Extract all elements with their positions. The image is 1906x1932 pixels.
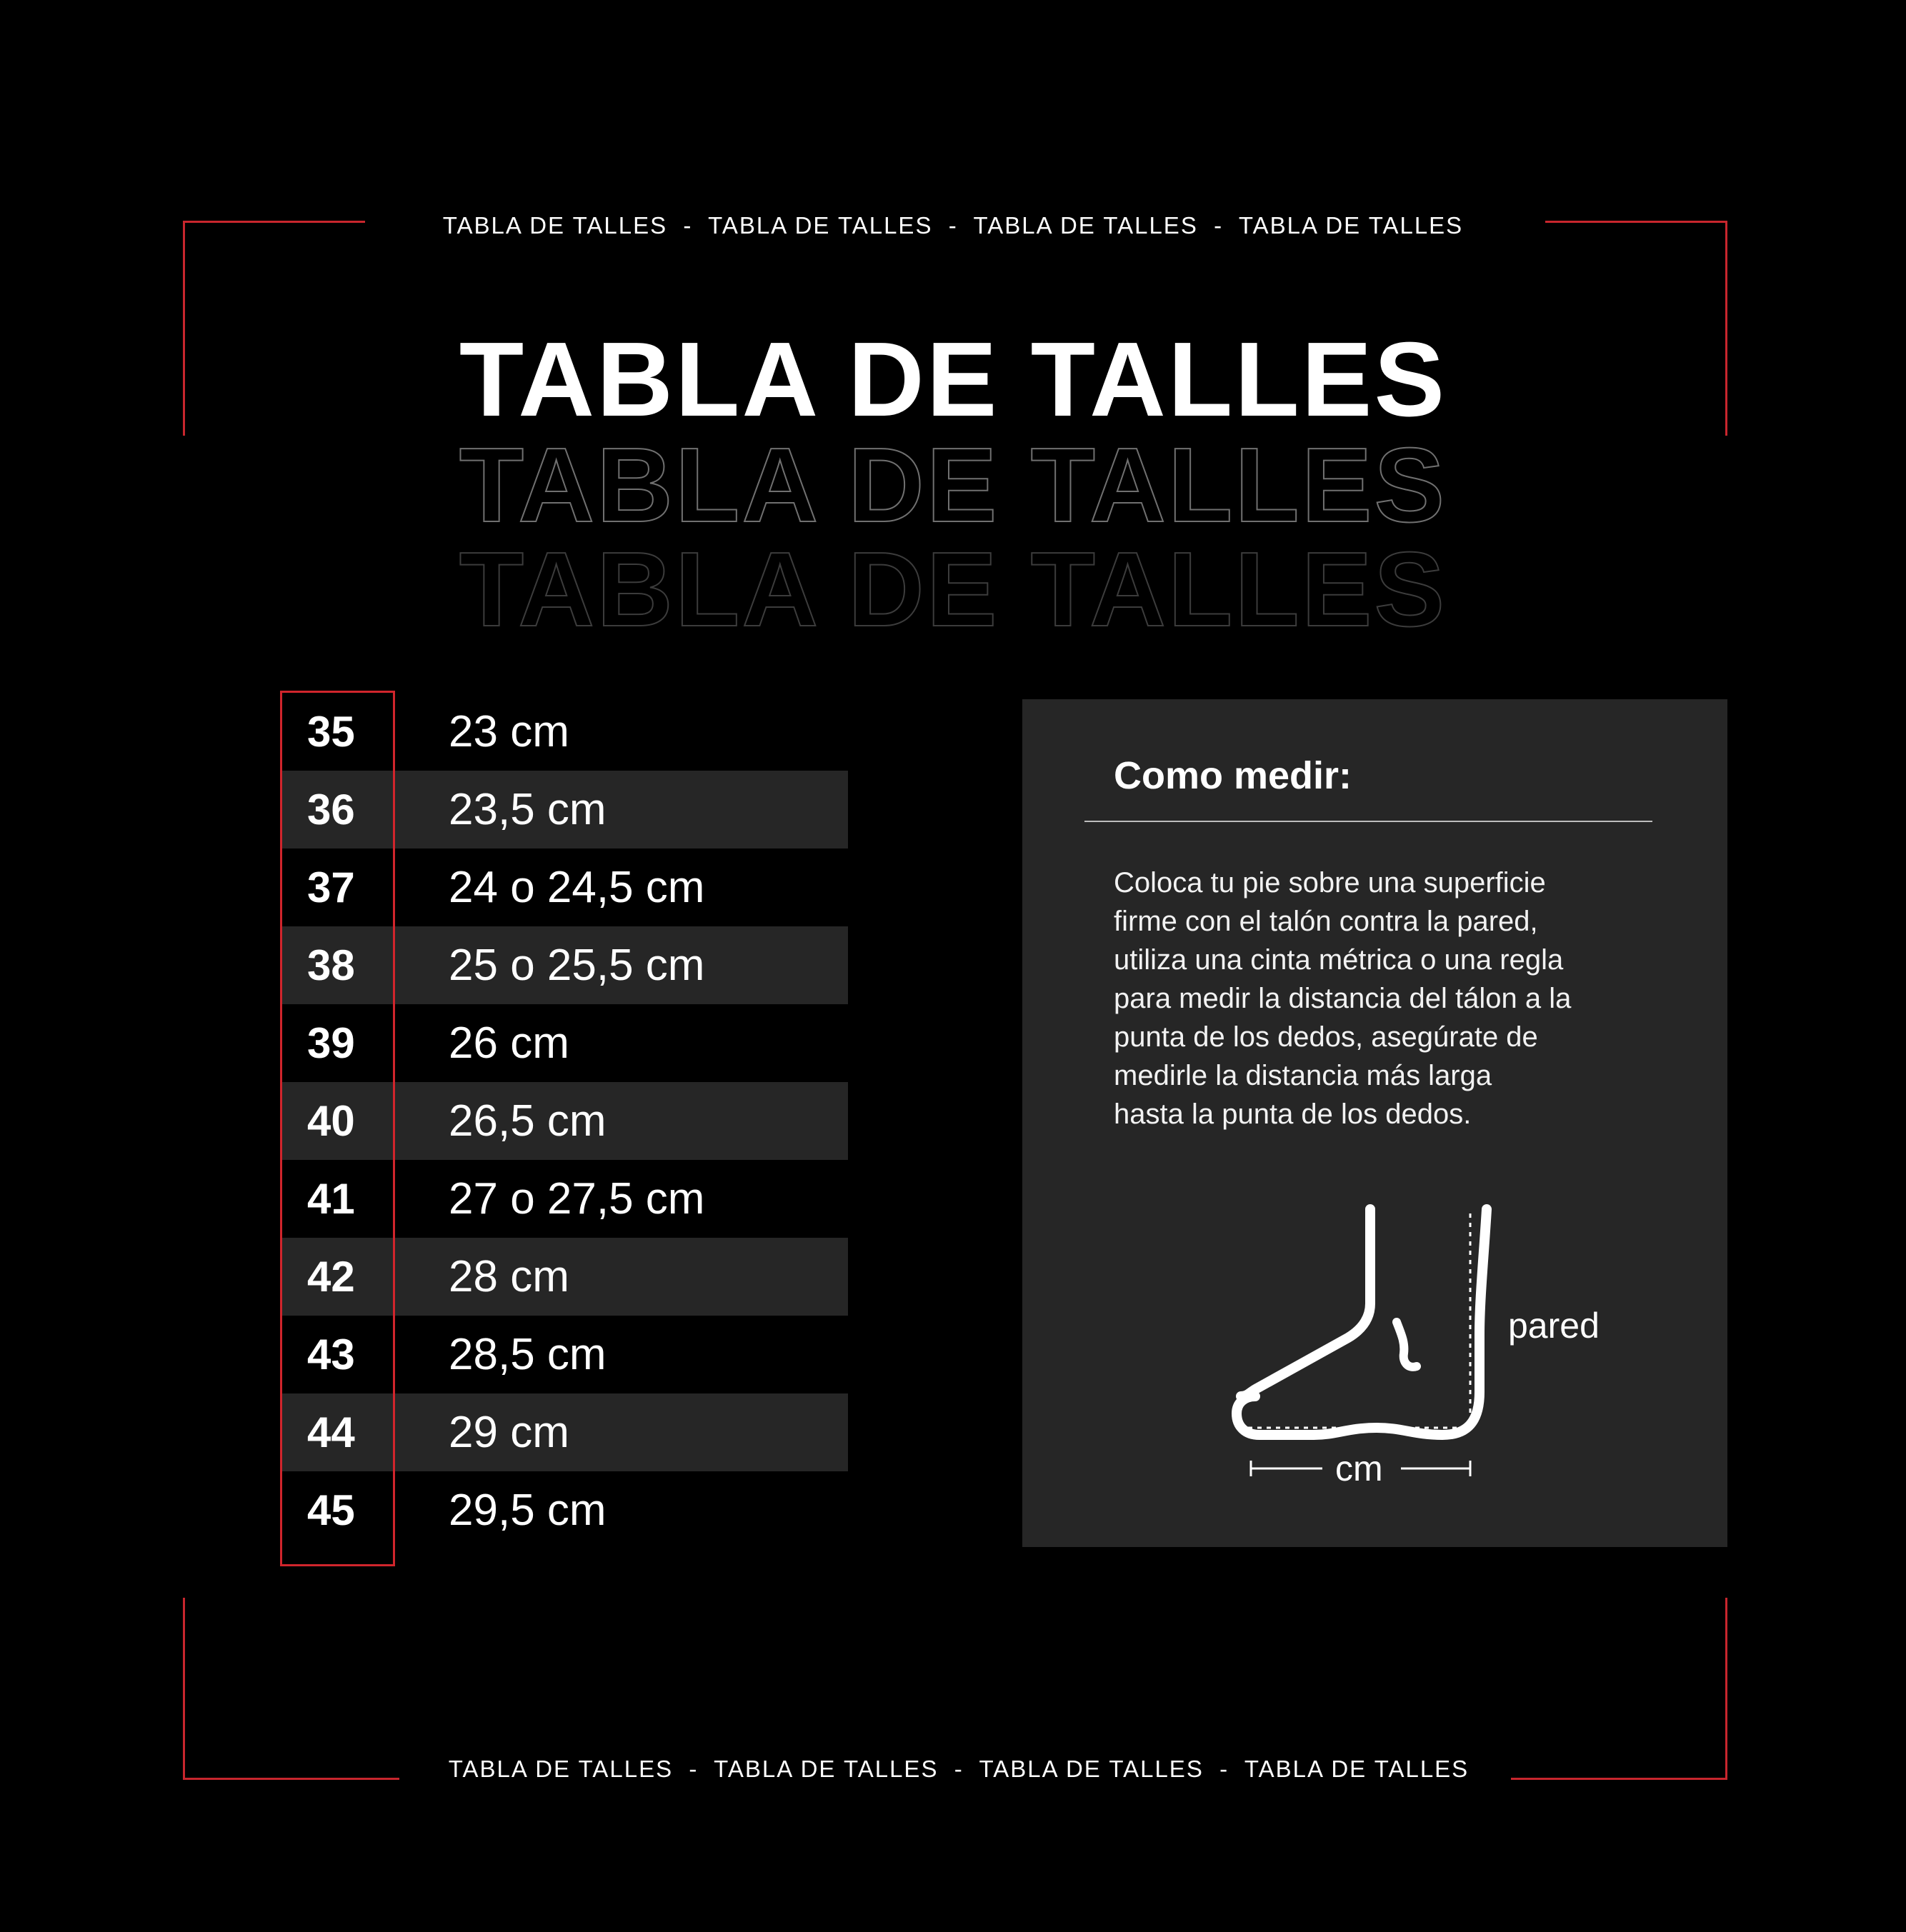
size-length: 29,5 cm (449, 1486, 607, 1535)
size-number: 39 (307, 1019, 355, 1067)
table-row (280, 771, 848, 849)
corner-frame-bottom-left (183, 1598, 399, 1780)
size-number: 36 (307, 786, 355, 834)
table-row (280, 1082, 848, 1160)
table-row (280, 693, 848, 771)
size-length: 23 cm (449, 707, 569, 756)
panel-heading: Como medir: (1114, 754, 1352, 797)
size-number: 44 (307, 1408, 355, 1456)
size-number: 45 (307, 1486, 355, 1534)
wall-label: pared (1508, 1306, 1600, 1346)
table-row (280, 849, 848, 926)
foot-icon (1237, 1209, 1487, 1435)
size-length: 26 cm (449, 1018, 569, 1068)
size-length: 23,5 cm (449, 785, 607, 834)
size-number: 40 (307, 1097, 355, 1145)
title-outline-echo-1: TABLA DE TALLES (459, 426, 1447, 544)
table-row (280, 1393, 848, 1471)
table-row (280, 1238, 848, 1316)
page-title: TABLA DE TALLES (459, 321, 1447, 439)
size-length: 28,5 cm (449, 1330, 607, 1379)
size-number: 42 (307, 1253, 355, 1301)
foot-measure-illustration (1022, 699, 1727, 1547)
size-table (280, 693, 848, 1549)
size-length: 24 o 24,5 cm (449, 863, 705, 912)
size-length: 26,5 cm (449, 1096, 607, 1146)
ticker-bottom: TABLA DE TALLES - TABLA DE TALLES - TABLA DE TALLES - TABLA DE TALLES (448, 1756, 1470, 1782)
length-label: cm (1335, 1448, 1383, 1488)
ticker-top: TABLA DE TALLES - TABLA DE TALLES - TABLA DE TALLES - TABLA DE TALLES (442, 212, 1464, 239)
table-row (280, 926, 848, 1004)
size-length: 29 cm (449, 1408, 569, 1457)
size-number: 41 (307, 1175, 355, 1223)
instructions-text: Coloca tu pie sobre una superficie firme con el talón contra la pared, utiliza una cinta métrica o una regla para medir la distancia del tálon a la punta de los dedos, asegúrate de medirle la distancia más larga hasta la punta de los dedos. (1114, 867, 1572, 1130)
size-number: 35 (307, 708, 355, 756)
table-row (280, 1004, 848, 1082)
size-length: 27 o 27,5 cm (449, 1174, 705, 1223)
size-number: 37 (307, 864, 355, 911)
table-row (280, 1316, 848, 1393)
size-number: 38 (307, 941, 355, 989)
corner-frame-bottom-right (1511, 1598, 1727, 1780)
size-number: 43 (307, 1331, 355, 1378)
size-length: 28 cm (449, 1252, 569, 1301)
title-outline-echo-2: TABLA DE TALLES (459, 531, 1447, 649)
size-length: 25 o 25,5 cm (449, 941, 705, 990)
how-to-measure-panel (1022, 699, 1727, 1547)
table-row (280, 1471, 848, 1549)
table-row (280, 1160, 848, 1238)
